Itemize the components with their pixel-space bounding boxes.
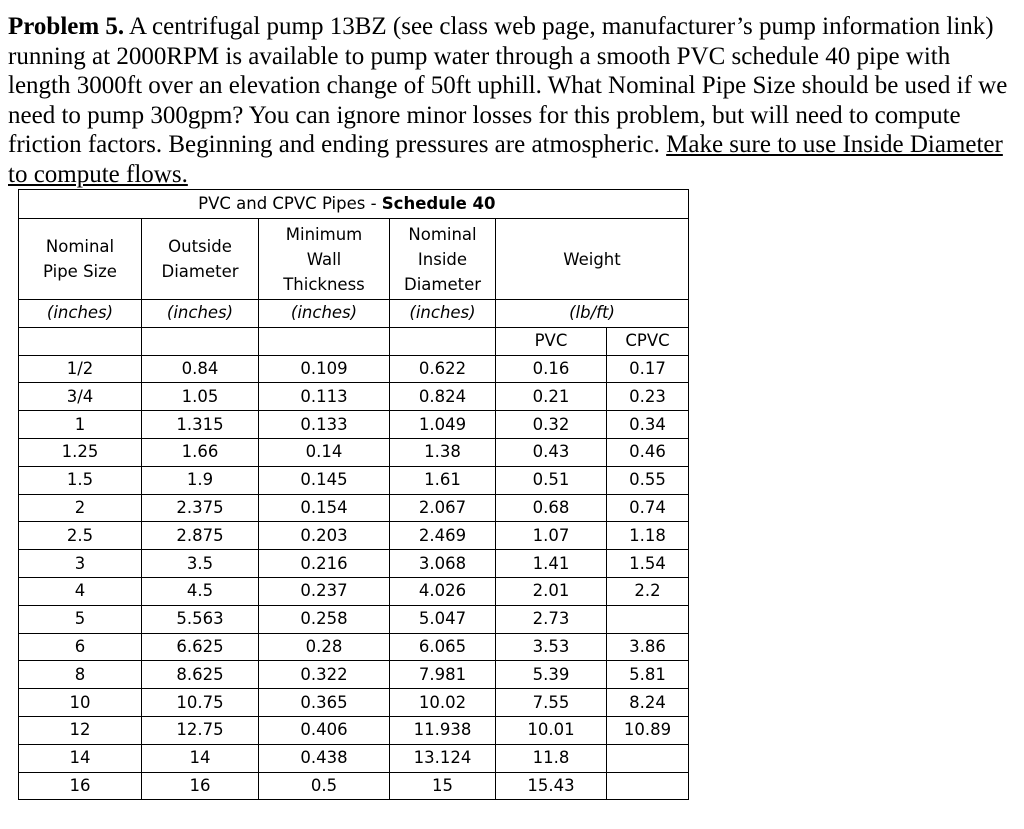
cell-weight-cpvc: 1.18 — [607, 522, 689, 550]
subheader-blank — [259, 327, 390, 355]
cell-outside-diameter: 6.625 — [142, 633, 259, 661]
unit-outside-diameter: (inches) — [142, 300, 259, 328]
cell-nominal-inside-diameter: 0.622 — [390, 355, 496, 383]
cell-nominal-pipe-size: 8 — [19, 661, 142, 689]
cell-nominal-inside-diameter: 0.824 — [390, 383, 496, 411]
cell-nominal-pipe-size: 1.25 — [19, 438, 142, 466]
cell-nominal-inside-diameter: 4.026 — [390, 577, 496, 605]
unit-weight: (lb/ft) — [496, 300, 689, 328]
cell-min-wall-thickness: 0.14 — [259, 438, 390, 466]
cell-nominal-pipe-size: 1 — [19, 411, 142, 439]
subheader-blank — [390, 327, 496, 355]
subheader-cpvc: CPVC — [607, 327, 689, 355]
cell-min-wall-thickness: 0.322 — [259, 661, 390, 689]
cell-outside-diameter: 0.84 — [142, 355, 259, 383]
cell-weight-cpvc: 0.17 — [607, 355, 689, 383]
cell-weight-cpvc: 5.81 — [607, 661, 689, 689]
cell-weight-pvc: 0.16 — [496, 355, 607, 383]
pipe-table — [18, 189, 689, 800]
cell-nominal-inside-diameter: 15 — [390, 772, 496, 800]
cell-weight-pvc: 1.07 — [496, 522, 607, 550]
cell-outside-diameter: 1.9 — [142, 466, 259, 494]
cell-nominal-pipe-size: 10 — [19, 689, 142, 717]
table-row — [19, 716, 689, 744]
cell-weight-pvc: 2.01 — [496, 577, 607, 605]
cell-outside-diameter: 1.66 — [142, 438, 259, 466]
cell-min-wall-thickness: 0.109 — [259, 355, 390, 383]
cell-nominal-inside-diameter: 1.61 — [390, 466, 496, 494]
header-nominal-inside-diameter: Nominal Inside Diameter — [390, 219, 496, 300]
subheader-pvc: PVC — [496, 327, 607, 355]
cell-nominal-inside-diameter: 2.469 — [390, 522, 496, 550]
cell-weight-pvc: 0.21 — [496, 383, 607, 411]
cell-nominal-inside-diameter: 13.124 — [390, 744, 496, 772]
cell-min-wall-thickness: 0.203 — [259, 522, 390, 550]
units-row — [19, 300, 689, 328]
cell-weight-pvc: 1.41 — [496, 550, 607, 578]
cell-nominal-pipe-size: 1.5 — [19, 466, 142, 494]
cell-weight-cpvc: 0.23 — [607, 383, 689, 411]
cell-weight-pvc: 0.32 — [496, 411, 607, 439]
cell-nominal-pipe-size: 5 — [19, 605, 142, 633]
cell-weight-pvc: 0.68 — [496, 494, 607, 522]
table-row — [19, 605, 689, 633]
header-row — [19, 219, 689, 300]
header-min-wall-thickness: Minimum Wall Thickness — [259, 219, 390, 300]
unit-min-wall-thickness: (inches) — [259, 300, 390, 328]
cell-min-wall-thickness: 0.28 — [259, 633, 390, 661]
table-row — [19, 411, 689, 439]
cell-weight-cpvc: 0.46 — [607, 438, 689, 466]
cell-weight-pvc: 0.51 — [496, 466, 607, 494]
cell-weight-cpvc — [607, 772, 689, 800]
cell-min-wall-thickness: 0.133 — [259, 411, 390, 439]
cell-min-wall-thickness: 0.113 — [259, 383, 390, 411]
cell-nominal-pipe-size: 16 — [19, 772, 142, 800]
cell-nominal-pipe-size: 12 — [19, 716, 142, 744]
problem-body: A centrifugal pump 13BZ (see class web page, manufacturer’s pump information link) running at 2000RPM is available to pump water through a smooth PVC schedule 40 pipe with length 3000ft over an elevation change of 50ft uphill. What Nominal Pipe Size should be used if we need to pump 300gpm? You can ignore minor losses for this problem, but will need to compute friction factors. Beginning and ending pressures are atmospheric. — [8, 13, 1008, 159]
table-row — [19, 577, 689, 605]
table-title-fill — [496, 190, 689, 219]
cell-min-wall-thickness: 0.5 — [259, 772, 390, 800]
cell-weight-pvc: 5.39 — [496, 661, 607, 689]
table-row — [19, 689, 689, 717]
cell-min-wall-thickness: 0.438 — [259, 744, 390, 772]
cell-min-wall-thickness: 0.258 — [259, 605, 390, 633]
cell-outside-diameter: 1.315 — [142, 411, 259, 439]
table-row — [19, 550, 689, 578]
cell-nominal-inside-diameter: 11.938 — [390, 716, 496, 744]
unit-nominal-inside-diameter: (inches) — [390, 300, 496, 328]
cell-weight-cpvc: 0.74 — [607, 494, 689, 522]
cell-weight-cpvc: 0.55 — [607, 466, 689, 494]
subheader-blank — [19, 327, 142, 355]
cell-weight-cpvc — [607, 744, 689, 772]
cell-weight-cpvc: 2.2 — [607, 577, 689, 605]
cell-nominal-inside-diameter: 6.065 — [390, 633, 496, 661]
cell-min-wall-thickness: 0.154 — [259, 494, 390, 522]
cell-nominal-pipe-size: 14 — [19, 744, 142, 772]
table-title-bold: Schedule 40 — [381, 194, 496, 213]
cell-weight-cpvc: 0.34 — [607, 411, 689, 439]
table-title — [19, 190, 496, 219]
cell-weight-pvc: 15.43 — [496, 772, 607, 800]
table-title-row — [19, 190, 689, 219]
cell-weight-pvc: 2.73 — [496, 605, 607, 633]
cell-min-wall-thickness: 0.365 — [259, 689, 390, 717]
table-row — [19, 661, 689, 689]
subheader-row — [19, 327, 689, 355]
cell-nominal-inside-diameter: 7.981 — [390, 661, 496, 689]
header-nominal-pipe-size: Nominal Pipe Size — [19, 219, 142, 300]
cell-nominal-inside-diameter: 2.067 — [390, 494, 496, 522]
cell-nominal-pipe-size: 6 — [19, 633, 142, 661]
cell-outside-diameter: 1.05 — [142, 383, 259, 411]
cell-nominal-inside-diameter: 3.068 — [390, 550, 496, 578]
cell-outside-diameter: 2.875 — [142, 522, 259, 550]
cell-weight-cpvc: 1.54 — [607, 550, 689, 578]
cell-outside-diameter: 16 — [142, 772, 259, 800]
cell-weight-pvc: 11.8 — [496, 744, 607, 772]
header-weight: Weight — [496, 219, 689, 300]
cell-weight-pvc: 10.01 — [496, 716, 607, 744]
table-title-prefix: PVC and CPVC Pipes - — [198, 194, 382, 213]
cell-nominal-inside-diameter: 1.38 — [390, 438, 496, 466]
subheader-blank — [142, 327, 259, 355]
cell-outside-diameter: 2.375 — [142, 494, 259, 522]
cell-weight-cpvc: 3.86 — [607, 633, 689, 661]
table-row — [19, 772, 689, 800]
cell-outside-diameter: 10.75 — [142, 689, 259, 717]
table-row — [19, 633, 689, 661]
table-row — [19, 438, 689, 466]
cell-weight-pvc: 7.55 — [496, 689, 607, 717]
table-row — [19, 466, 689, 494]
cell-nominal-pipe-size: 4 — [19, 577, 142, 605]
table-row — [19, 522, 689, 550]
table-row — [19, 383, 689, 411]
cell-nominal-inside-diameter: 1.049 — [390, 411, 496, 439]
cell-min-wall-thickness: 0.237 — [259, 577, 390, 605]
cell-weight-cpvc: 10.89 — [607, 716, 689, 744]
cell-weight-cpvc: 8.24 — [607, 689, 689, 717]
unit-nominal-pipe-size: (inches) — [19, 300, 142, 328]
cell-nominal-pipe-size: 3 — [19, 550, 142, 578]
cell-weight-pvc: 3.53 — [496, 633, 607, 661]
problem-label: Problem 5. — [8, 13, 125, 40]
cell-nominal-pipe-size: 1/2 — [19, 355, 142, 383]
cell-nominal-pipe-size: 2.5 — [19, 522, 142, 550]
table-row — [19, 355, 689, 383]
header-outside-diameter: Outside Diameter — [142, 219, 259, 300]
cell-outside-diameter: 12.75 — [142, 716, 259, 744]
cell-nominal-pipe-size: 2 — [19, 494, 142, 522]
cell-min-wall-thickness: 0.216 — [259, 550, 390, 578]
cell-min-wall-thickness: 0.145 — [259, 466, 390, 494]
cell-weight-cpvc — [607, 605, 689, 633]
cell-nominal-inside-diameter: 5.047 — [390, 605, 496, 633]
table-row — [19, 744, 689, 772]
cell-nominal-inside-diameter: 10.02 — [390, 689, 496, 717]
problem-emphasis: Make sure to use Inside Diameter to compute flows. — [8, 131, 1003, 188]
cell-min-wall-thickness: 0.406 — [259, 716, 390, 744]
cell-nominal-pipe-size: 3/4 — [19, 383, 142, 411]
cell-outside-diameter: 8.625 — [142, 661, 259, 689]
cell-outside-diameter: 5.563 — [142, 605, 259, 633]
cell-outside-diameter: 3.5 — [142, 550, 259, 578]
problem-statement — [8, 12, 1018, 190]
cell-outside-diameter: 14 — [142, 744, 259, 772]
cell-outside-diameter: 4.5 — [142, 577, 259, 605]
table-row — [19, 494, 689, 522]
cell-weight-pvc: 0.43 — [496, 438, 607, 466]
